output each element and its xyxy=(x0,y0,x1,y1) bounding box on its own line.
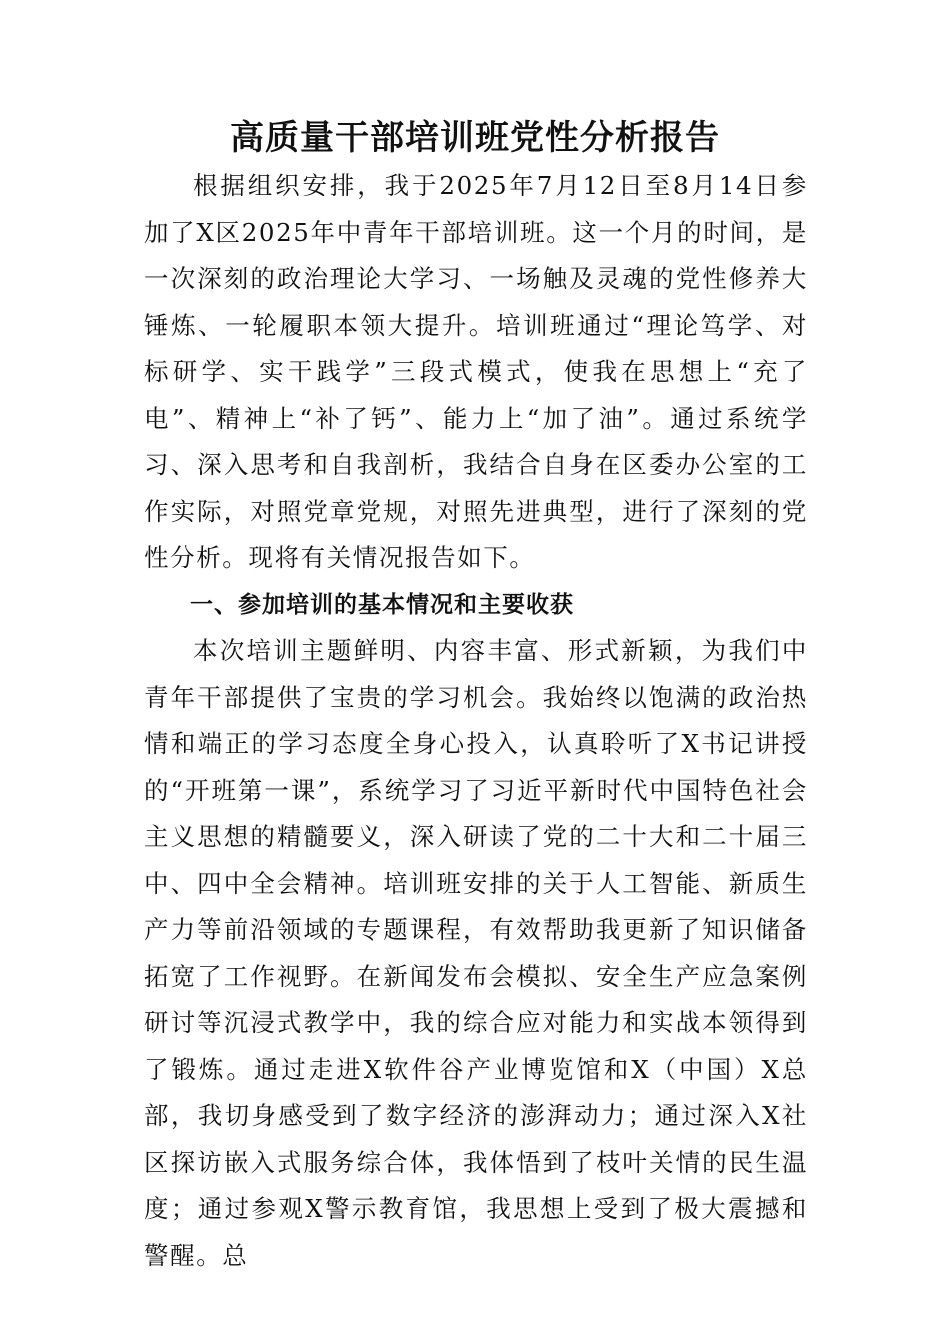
document-body xyxy=(144,163,808,1279)
section-paragraph: 本次培训主题鲜明、内容丰富、形式新颖，为我们中青年干部提供了宝贵的学习机会。我始终以饱满的政治热情和端正的学习态度全身心投入，认真聆听了X书记讲授的“开班第一课”，系统学习了习近平新时代中国特色社会主义思想的精髓要义，深入研读了党的二十大和二十届三中、四中全会精神。培训班安排的关于人工智能、新质生产力等前沿领域的专题课程，有效帮助我更新了知识储备拓宽了工作视野。在新闻发布会模拟、安全生产应急案例研讨等沉浸式教学中，我的综合应对能力和实战本领得到了锻炼。通过走进X软件谷产业博览馆和X（中国）X总部，我切身感受到了数字经济的澎湃动力；通过深入X社区探访嵌入式服务综合体，我体悟到了枝叶关情的民生温度；通过参观X警示教育馆，我思想上受到了极大震撼和警醒。总 xyxy=(144,636,808,1270)
section-heading: 一、参加培训的基本情况和主要收获 xyxy=(190,591,574,618)
intro-paragraph: 根据组织安排，我于2025年7月12日至8月14日参加了X区2025年中青年干部培训班。这一个月的时间，是一次深刻的政治理论大学习、一场触及灵魂的党性修养大锤炼、一轮履职本领大提升。培训班通过“理论笃学、对标研学、实干践学”三段式模式，使我在思想上“充了电”、精神上“补了钙”、能力上“加了油”。通过系统学习、深入思考和自我剖析，我结合自身在区委办公室的工作实际，对照党章党规，对照先进典型，进行了深刻的党性分析。现将有关情况报告如下。 xyxy=(144,171,808,572)
document-title: 高质量干部培训班党性分析报告 xyxy=(230,118,720,158)
